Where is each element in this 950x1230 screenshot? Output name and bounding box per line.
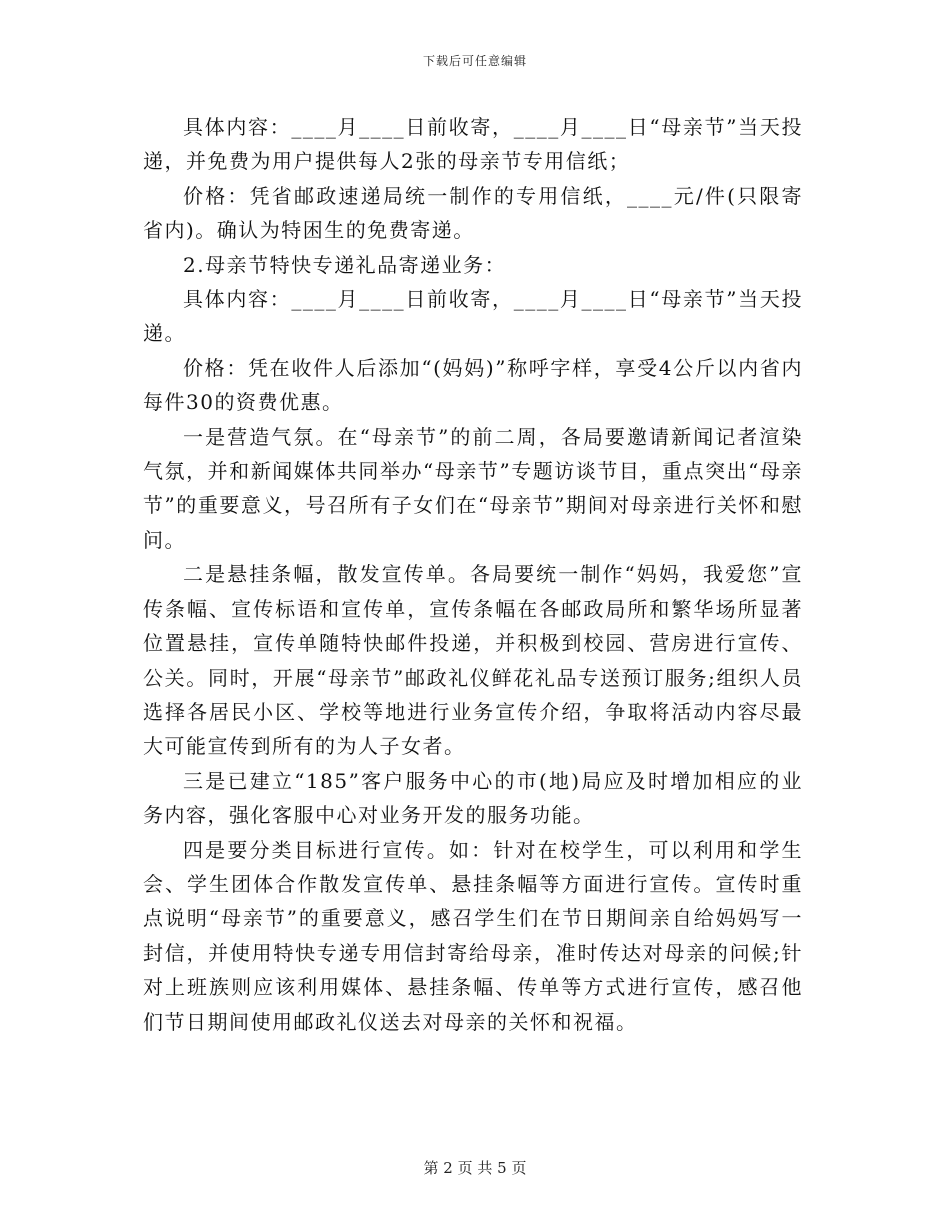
paragraph-3-heading: 2.母亲节特快专递礼品寄递业务：	[183, 252, 507, 277]
paragraph-7: 二是悬挂条幅，散发宣传单。各局要统一制作“妈妈，我爱您”宣传条幅、宣传标语和宣传单，宣传条幅在各邮政局所和繁华场所显著位置悬挂，宣传单随特快邮件投递，并积极到校园、营房进行宣传、公关。同时，开展“母亲节”邮政礼仪鲜花礼品专送预订服务;组织人员选择各居民小区、学校等地进行业务宣传介绍，争取将活动内容尽最大可能宣传到所有的为人子女者。	[143, 562, 803, 759]
page-number: 第 2 页 共 5 页	[423, 1159, 527, 1177]
paragraph-8: 三是已建立“185”客户服务中心的市(地)局应及时增加相应的业务内容，强化客服中心对业务开发的服务功能。	[143, 768, 803, 828]
paragraph-2: 价格：凭省邮政速递局统一制作的专用信纸，____元/件(只限寄省内)。确认为特困生的免费寄递。	[143, 183, 803, 243]
paragraph-9: 四是要分类目标进行宣传。如：针对在校学生，可以利用和学生会、学生团体合作散发宣传单、悬挂条幅等方面进行宣传。宣传时重点说明“母亲节”的重要意义，感召学生们在节日期间亲自给妈妈写一封信，并使用特快专递专用信封寄给母亲，准时传达对母亲的问候;针对上班族则应该利用媒体、悬挂条幅、传单等方式进行宣传，感召他们节日期间使用邮政礼仪送去对母亲的关怀和祝福。	[143, 837, 803, 1034]
paragraph-5: 价格：凭在收件人后添加“(妈妈)”称呼字样，享受4公斤以内省内每件30的资费优惠。	[143, 355, 803, 415]
paragraph-1: 具体内容：____月____日前收寄，____月____日“母亲节”当天投递，并免费为用户提供每人2张的母亲节专用信纸；	[143, 115, 803, 174]
paragraph-4: 具体内容：____月____日前收寄，____月____日“母亲节”当天投递。	[143, 287, 803, 346]
document-body	[143, 110, 803, 1039]
paragraph-6: 一是营造气氛。在“母亲节”的前二周，各局要邀请新闻记者渲染气氛，并和新闻媒体共同举办“母亲节”专题访谈节目，重点突出“母亲节”的重要意义，号召所有子女们在“母亲节”期间对母亲进行关怀和慰问。	[143, 424, 803, 552]
page-header: 下载后可任意编辑	[422, 54, 527, 68]
